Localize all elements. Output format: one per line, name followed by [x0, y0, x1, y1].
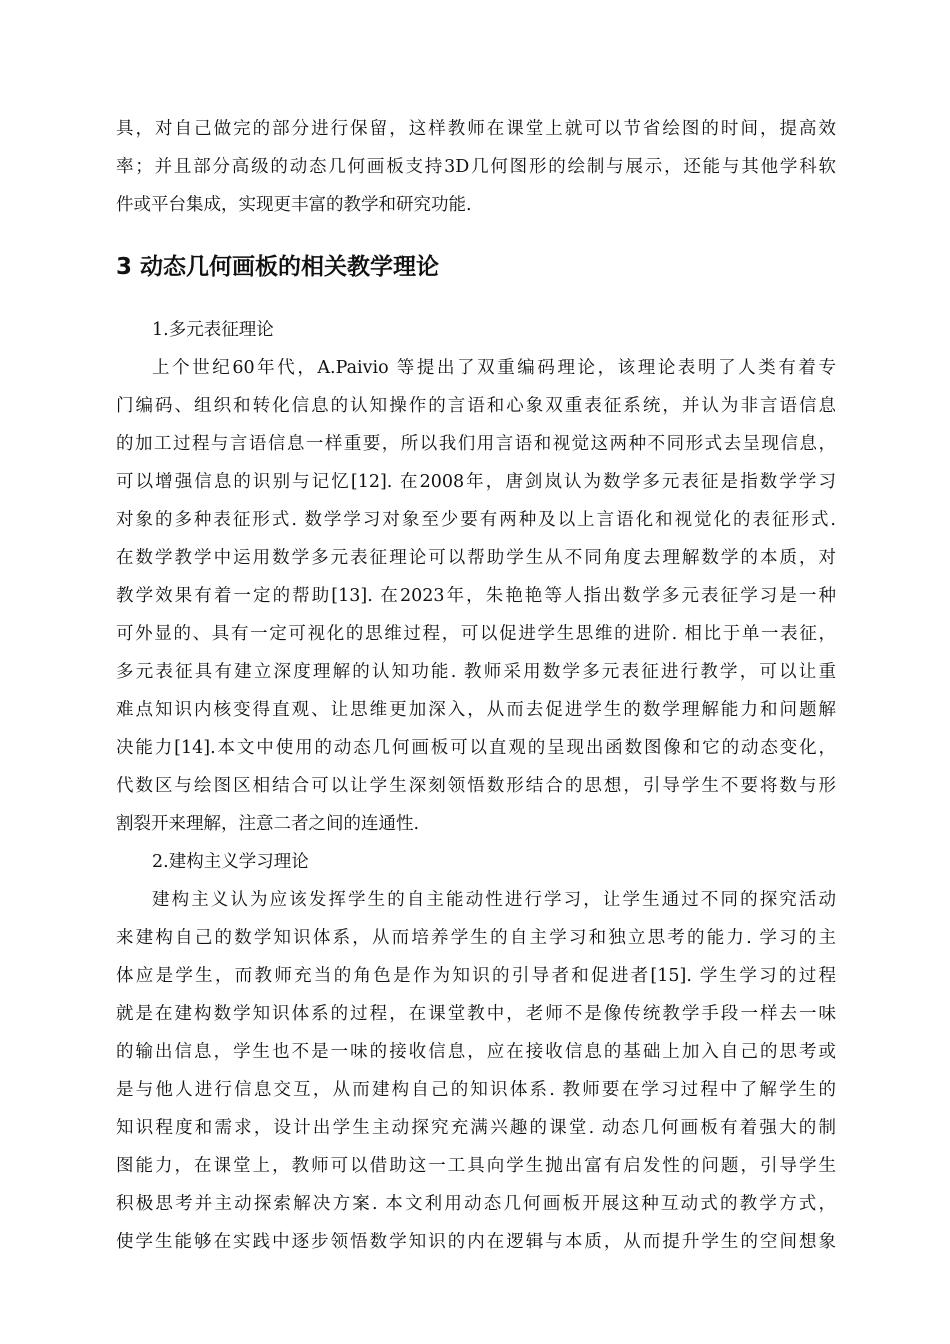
section-heading: 3 动态几何画板的相关教学理论	[116, 254, 440, 280]
intro-line-3: 件或平台集成，实现更丰富的教学和研究功能.	[116, 195, 472, 215]
paragraph-2-line-7: 知识程度和需求，设计出学生主动探究充满兴趣的课堂. 动态几何画板有着强大的制	[116, 1118, 836, 1138]
paragraph-2-line-9: 积极思考并主动探索解决方案. 本文利用动态几何画板开展这种互动式的教学方式，	[116, 1194, 836, 1214]
paragraph-2-line-2: 来建构自己的数学知识体系，从而培养学生的自主学习和独立思考的能力. 学习的主	[116, 928, 836, 948]
paragraph-2-line-1: 建构主义认为应该发挥学生的自主能动性进行学习，让学生通过不同的探究活动	[152, 890, 836, 910]
paragraph-2-line-3: 体应是学生，而教师充当的角色是作为知识的引导者和促进者[15]. 学生学习的过程	[116, 966, 836, 986]
paragraph-1-line-6: 在数学教学中运用数学多元表征理论可以帮助学生从不同角度去理解数学的本质，对	[116, 548, 836, 568]
intro-line-1: 具，对自己做完的部分进行保留，这样教师在课堂上就可以节省绘图的时间，提高效	[116, 119, 836, 139]
paragraph-1-line-2: 门编码、组织和转化信息的认知操作的言语和心象双重表征系统，并认为非言语信息	[116, 396, 836, 416]
paragraph-1-line-3: 的加工过程与言语信息一样重要，所以我们用言语和视觉这两种不同形式去呈现信息，	[116, 434, 836, 454]
paragraph-1-line-4: 可以增强信息的识别与记忆[12]. 在2008年，唐剑岚认为数学多元表征是指数学学习	[116, 472, 836, 492]
paragraph-1-line-7: 教学效果有着一定的帮助[13]. 在2023年，朱艳艳等人指出数学多元表征学习是一种	[116, 586, 836, 606]
paragraph-2-line-6: 是与他人进行信息交互，从而建构自己的知识体系. 教师要在学习过程中了解学生的	[116, 1080, 836, 1100]
subsection-2-title: 2.建构主义学习理论	[152, 852, 309, 872]
paragraph-2-line-10: 使学生能够在实践中逐步领悟数学知识的内在逻辑与本质，从而提升学生的空间想象	[116, 1232, 836, 1252]
paragraph-2-line-5: 的输出信息，学生也不是一味的接收信息，应在接收信息的基础上加入自己的思考或	[116, 1042, 836, 1062]
subsection-1-title: 1.多元表征理论	[152, 320, 274, 340]
paragraph-1-line-13: 割裂开来理解，注意二者之间的连通性.	[116, 814, 420, 834]
paragraph-1-line-8: 可外显的、具有一定可视化的思维过程，可以促进学生思维的进阶. 相比于单一表征，	[116, 624, 836, 644]
paragraph-2-line-4: 就是在建构数学知识体系的过程，在课堂教中，老师不是像传统教学手段一样去一味	[116, 1004, 836, 1024]
paragraph-1-line-1: 上个世纪60年代，A.Paivio 等提出了双重编码理论，该理论表明了人类有着专	[152, 358, 836, 378]
intro-line-2: 率；并且部分高级的动态几何画板支持3D几何图形的绘制与展示，还能与其他学科软	[116, 157, 836, 177]
paragraph-1-line-11: 决能力[14].本文中使用的动态几何画板可以直观的呈现出函数图像和它的动态变化，	[116, 738, 836, 758]
paragraph-2-line-8: 图能力，在课堂上，教师可以借助这一工具向学生抛出富有启发性的问题，引导学生	[116, 1156, 836, 1176]
paragraph-1-line-5: 对象的多种表征形式. 数学学习对象至少要有两种及以上言语化和视觉化的表征形式.	[116, 510, 836, 530]
paragraph-1-line-9: 多元表征具有建立深度理解的认知功能. 教师采用数学多元表征进行教学，可以让重	[116, 662, 836, 682]
paragraph-1-line-10: 难点知识内核变得直观、让思维更加深入，从而去促进学生的数学理解能力和问题解	[116, 700, 836, 720]
paragraph-1-line-12: 代数区与绘图区相结合可以让学生深刻领悟数形结合的思想，引导学生不要将数与形	[116, 776, 836, 796]
